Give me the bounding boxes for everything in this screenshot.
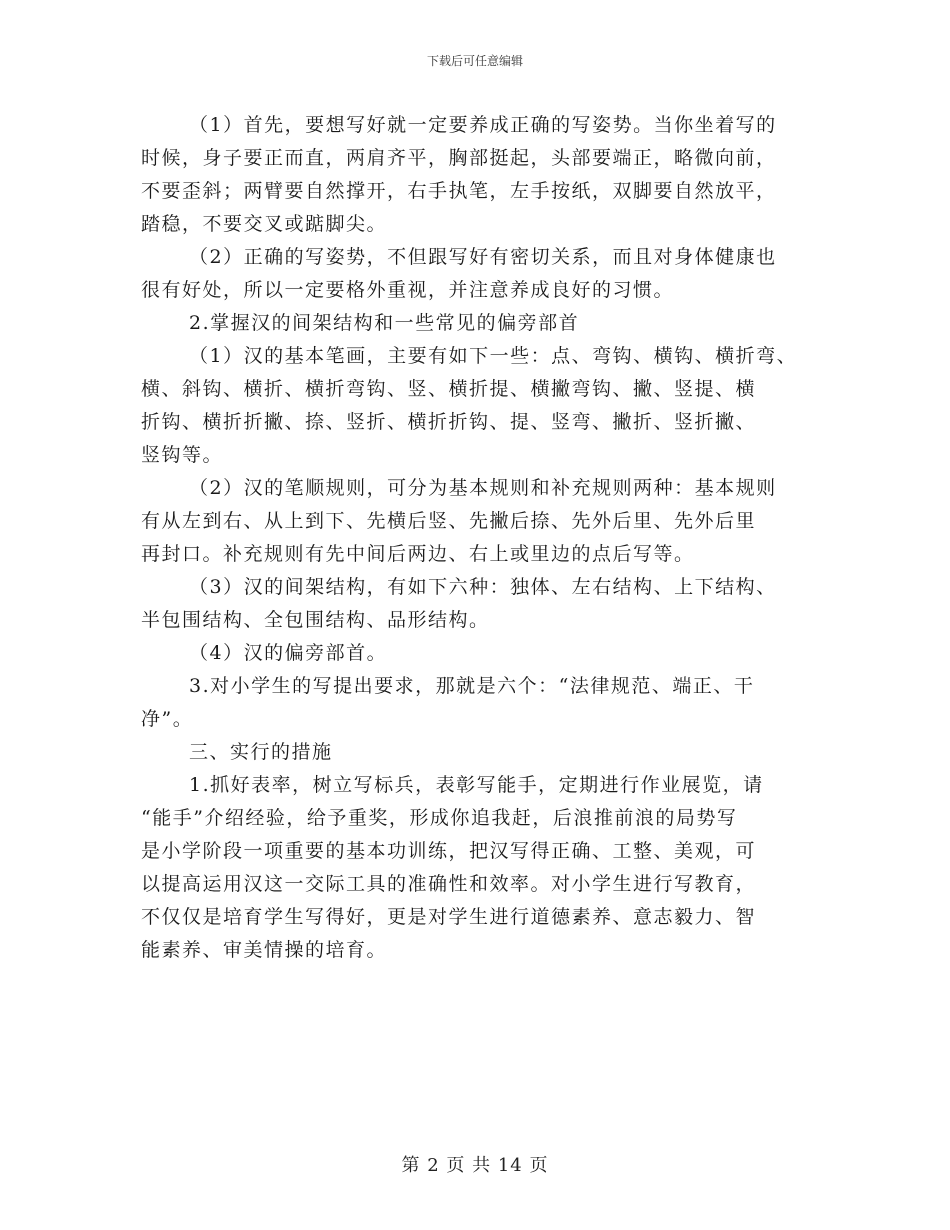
paragraph-line: 3.对小学生的写提出要求，那就是六个：“法律规范、端正、干 [189, 675, 755, 697]
paragraph-line: 是小学阶段一项重要的基本功训练，把汉写得正确、工整、美观，可 [141, 840, 757, 862]
page-header: 下载后可任意编辑 [426, 54, 523, 68]
paragraph-line: 有从左到右、从上到下、先横后竖、先撇后捺、先外后里、先外后里 [141, 510, 757, 532]
paragraph-line: （1）汉的基本笔画，主要有如下一些：点、弯钩、横钩、横折弯、 [189, 345, 798, 367]
paragraph-line: 净”。 [141, 708, 194, 730]
paragraph-line: 1.抓好表率，树立写标兵，表彰写能手，定期进行作业展览，请 [189, 774, 764, 796]
paragraph-line: 半包围结构、全包围结构、品形结构。 [141, 609, 490, 631]
paragraph-line: 能素养、审美情操的培育。 [141, 939, 388, 961]
paragraph-line: 横、斜钩、横折、横折弯钩、竖、横折提、横撇弯钩、撇、竖提、横 [141, 378, 757, 400]
section-heading: 2.掌握汉的间架结构和一些常见的偏旁部首 [189, 312, 580, 334]
paragraph-line: 再封口。补充规则有先中间后两边、右上或里边的点后写等。 [141, 543, 695, 565]
paragraph-line: （3）汉的间架结构，有如下六种：独体、左右结构、上下结构、 [189, 576, 777, 598]
paragraph-line: 踏稳，不要交叉或踮脚尖。 [141, 213, 388, 235]
paragraph-line: 很有好处，所以一定要格外重视，并注意养成良好的习惯。 [141, 279, 675, 301]
paragraph-line: 以提高运用汉这一交际工具的准确性和效率。对小学生进行写教育， [141, 873, 757, 895]
document-body [141, 109, 831, 967]
paragraph-line: （2）汉的笔顺规则，可分为基本规则和补充规则两种：基本规则 [189, 477, 777, 499]
paragraph-line: 竖钩等。 [141, 444, 224, 466]
paragraph-line: （2）正确的写姿势，不但跟写好有密切关系，而且对身体健康也 [189, 246, 777, 268]
paragraph-line: （1）首先，要想写好就一定要养成正确的写姿势。当你坐着写的 [189, 114, 777, 136]
page-number-footer: 第 2 页 共 14 页 [401, 1155, 549, 1176]
paragraph-line: 不要歪斜；两臂要自然撑开，右手执笔，左手按纸，双脚要自然放平， [141, 180, 777, 202]
paragraph-line: 折钩、横折折撇、捺、竖折、横折折钩、提、竖弯、撇折、竖折撇、 [141, 411, 757, 433]
paragraph-line: “能手”介绍经验，给予重奖，形成你追我赶，后浪推前浪的局势写 [141, 807, 738, 829]
paragraph-line: 不仅仅是培育学生写得好，更是对学生进行道德素养、意志毅力、智 [141, 906, 757, 928]
section-heading: 三、实行的措施 [189, 741, 333, 763]
paragraph-line: （4）汉的偏旁部首。 [189, 642, 388, 664]
paragraph-line: 时候，身子要正而直，两肩齐平，胸部挺起，头部要端正，略微向前， [141, 147, 777, 169]
